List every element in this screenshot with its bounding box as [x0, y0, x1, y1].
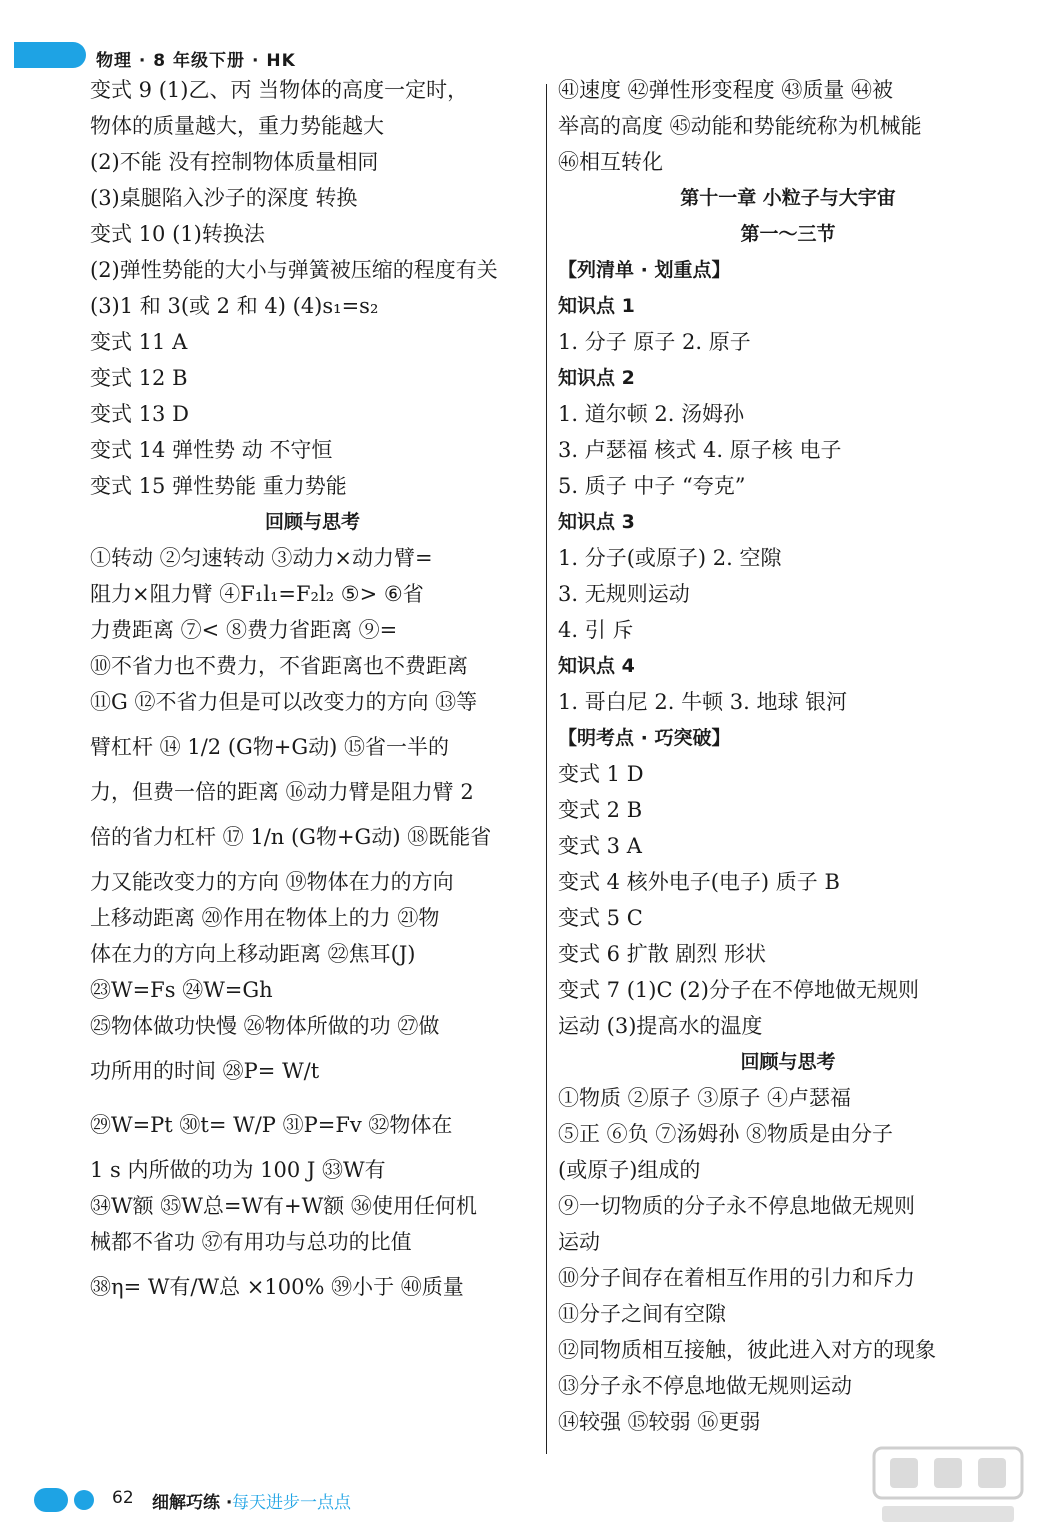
answer-line: ⑭较强 ⑮较弱 ⑯更弱: [558, 1410, 761, 1434]
answer-line: (2)不能 没有控制物体质量相同: [90, 150, 379, 174]
answer-line: ⑪分子之间有空隙: [558, 1302, 726, 1326]
answer-line: ㊻相互转化: [558, 150, 663, 174]
left-column: [90, 72, 535, 1314]
answer-line: 4. 引 斥: [558, 618, 634, 642]
answer-line: 运动: [558, 1230, 600, 1254]
answer-line: ⑪G ⑫不省力但是可以改变力的方向 ⑬等: [90, 690, 478, 714]
answer-line: 阻力×阻力臂 ④F₁l₁=F₂l₂ ⑤> ⑥省: [90, 582, 424, 606]
answer-line: 1. 道尔顿 2. 汤姆孙: [558, 402, 745, 426]
section-heading: 回顾与思考: [264, 511, 360, 533]
answer-line: 运动 (3)提高水的温度: [558, 1014, 763, 1038]
section-heading: 回顾与思考: [740, 1051, 836, 1073]
answer-line: ⑤正 ⑥负 ⑦汤姆孙 ⑧物质是由分子: [558, 1122, 894, 1146]
answer-line: ⑨一切物质的分子永不停息地做无规则: [558, 1194, 915, 1218]
answer-line: 倍的省力杠杆 ⑰ 1/n (G物+G动) ⑱既能省: [90, 825, 492, 849]
answer-line: 变式 2 B: [558, 798, 643, 822]
knowledge-point-title: 知识点 1: [558, 295, 635, 317]
header-title: 物理 · 8 年级下册 · HK: [96, 51, 296, 71]
page-footer: [0, 1480, 700, 1520]
answer-line: 1. 哥白尼 2. 牛顿 3. 地球 银河: [558, 690, 848, 714]
column-divider: [546, 84, 547, 1454]
answer-line: (2)弹性势能的大小与弹簧被压缩的程度有关: [90, 258, 498, 282]
knowledge-point-title: 知识点 3: [558, 511, 635, 533]
footer-slogan: 每天进步一点点: [232, 1493, 351, 1513]
answer-line: ⑫同物质相互接触，彼此进入对方的现象: [558, 1338, 936, 1362]
answer-line: (或原子)组成的: [558, 1158, 701, 1182]
answer-line: ㊶速度 ㊷弹性形变程度 ㊸质量 ㊹被: [558, 78, 894, 102]
answer-line: ㉕物体做功快慢 ㉖物体所做的功 ㉗做: [90, 1014, 440, 1038]
footer-pill-decoration: [34, 1488, 68, 1512]
answer-line: ⑩不省力也不费力，不省距离也不费距离: [90, 654, 468, 678]
answer-line: 力又能改变力的方向 ⑲物体在力的方向: [90, 870, 454, 894]
answer-line: 变式 5 C: [558, 906, 643, 930]
answer-line: 变式 13 D: [90, 402, 189, 426]
answer-line: 1. 分子(或原子) 2. 空隙: [558, 546, 782, 570]
page-header: [0, 40, 600, 72]
section-heading: 【明考点 · 巧突破】: [558, 727, 731, 749]
answer-line: ①物质 ②原子 ③原子 ④卢瑟福: [558, 1086, 852, 1110]
answer-line: 械都不省功 ㊲有用功与总功的比值: [90, 1230, 412, 1254]
answer-line: 力费距离 ⑦< ⑧费力省距离 ⑨=: [90, 618, 398, 642]
knowledge-point-title: 知识点 2: [558, 367, 635, 389]
header-tab: [14, 42, 86, 68]
answer-line: ㉓W=Fs ㉔W=Gh: [90, 978, 273, 1002]
answer-line: 变式 9 (1)乙、丙 当物体的高度一定时，: [90, 78, 469, 102]
answer-line: 功所用的时间 ㉘P= W/t: [90, 1059, 320, 1083]
answer-line: 变式 11 A: [90, 330, 188, 354]
answer-line: ①转动 ②匀速转动 ③动力×动力臂=: [90, 546, 433, 570]
answer-line: 变式 6 扩散 剧烈 形状: [558, 942, 767, 966]
footer-brand: 细解巧练 ·: [152, 1493, 233, 1513]
answer-line: 上移动距离 ⑳作用在物体上的力 ㉑物: [90, 906, 440, 930]
answer-line: 变式 12 B: [90, 366, 188, 390]
answer-line: 变式 1 D: [558, 762, 644, 786]
answer-line: (3)1 和 3(或 2 和 4) (4)s₁=s₂: [90, 294, 379, 318]
answer-line: 5. 质子 中子 “夸克”: [558, 474, 746, 498]
answer-line: 3. 无规则运动: [558, 582, 690, 606]
answer-line: 1 s 内所做的功为 100 J ㉝W有: [90, 1158, 386, 1182]
answer-line: 变式 3 A: [558, 834, 642, 858]
answer-line: 臂杠杆 ⑭ 1/2 (G物+G动) ⑮省一半的: [90, 735, 450, 759]
knowledge-point-title: 知识点 4: [558, 655, 635, 677]
answer-line: (3)桌腿陷入沙子的深度 转换: [90, 186, 358, 210]
answer-line: ⑩分子间存在着相互作用的引力和斥力: [558, 1266, 915, 1290]
answer-line: 变式 4 核外电子(电子) 质子 B: [558, 870, 840, 894]
answer-line: ㊳η= W有/W总 ×100% ㊴小于 ㊵质量: [90, 1275, 464, 1299]
answer-line: 变式 10 (1)转换法: [90, 222, 265, 246]
answer-line: ㉞W额 ㉟W总=W有+W额 ㊱使用任何机: [90, 1194, 477, 1218]
section-heading: 【列清单 · 划重点】: [558, 259, 731, 281]
page-number: 62: [112, 1488, 134, 1508]
answer-line: ⑬分子永不停息地做无规则运动: [558, 1374, 852, 1398]
answer-line: 举高的高度 ㊺动能和势能统称为机械能: [558, 114, 922, 138]
right-column: [558, 72, 1018, 1440]
footer-dot-decoration: [74, 1490, 94, 1510]
section-title: 第一～三节: [740, 223, 836, 245]
answer-line: 3. 卢瑟福 核式 4. 原子核 电子: [558, 438, 842, 462]
answer-line: 1. 分子 原子 2. 原子: [558, 330, 751, 354]
watermark-logo-icon: [868, 1440, 1028, 1530]
answer-line: 物体的质量越大，重力势能越大: [90, 114, 384, 138]
answer-line: ㉙W=Pt ㉚t= W/P ㉛P=Fv ㉜物体在: [90, 1113, 453, 1137]
answer-line: 变式 7 (1)C (2)分子在不停地做无规则: [558, 978, 919, 1002]
answer-line: 力，但费一倍的距离 ⑯动力臂是阻力臂 2: [90, 780, 474, 804]
answer-line: 变式 15 弹性势能 重力势能: [90, 474, 347, 498]
chapter-title: 第十一章 小粒子与大宇宙: [680, 187, 896, 209]
answer-line: 变式 14 弹性势 动 不守恒: [90, 438, 333, 462]
answer-line: 体在力的方向上移动距离 ㉒焦耳(J): [90, 942, 416, 966]
